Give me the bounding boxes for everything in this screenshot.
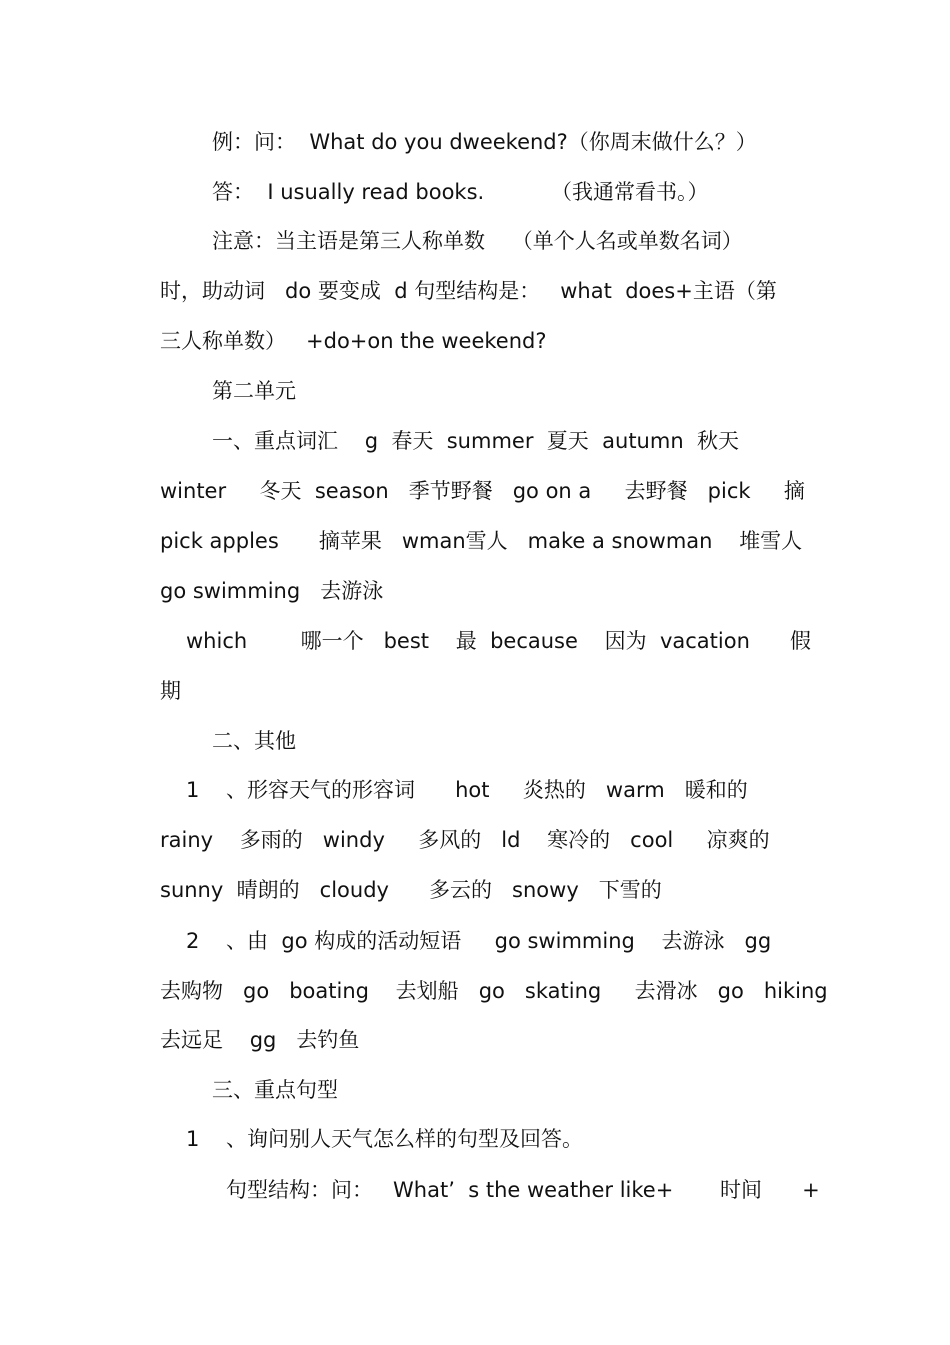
vocabulary-line-1: winter 冬天 season 季节野餐 go on a 去野餐 pick 摘 [160,479,805,503]
activity-phrases-line-3: 去远足 gg 去钓鱼 [160,1028,360,1052]
vocabulary-line-4: which 哪一个 best 最 because 因为 vacation 假 [186,629,811,653]
vocabulary-line-3: go swimming 去游泳 [160,579,384,603]
weather-question-line: 1 、询问别人天气怎么样的句型及回答。 [186,1127,584,1151]
activity-phrases-line-2: 去购物 go boating 去划船 go skating 去滑冰 go hiking [160,979,828,1003]
weather-adjectives-line-1: 1 、形容天气的形容词 hot 炎热的 warm 暖和的 [186,778,748,802]
sentence-structure-line: 句型结构：问： What’ s the weather like+ 时间 + [226,1178,820,1202]
vocabulary-line-5: 期 [160,679,181,703]
sentence-patterns-heading: 三、重点句型 [212,1078,338,1102]
weather-adjectives-line-3: sunny 晴朗的 cloudy 多云的 snowy 下雪的 [160,878,662,902]
others-heading: 二、其他 [212,729,296,753]
unit-heading: 第二单元 [212,379,296,403]
vocabulary-line-2: pick apples 摘苹果 wman雪人 make a snowman 堆雪人 [160,529,803,553]
note-line-1: 注意：当主语是第三人称单数 （单个人名或单数名词） [212,229,743,253]
example-question-line: 例：问： What do you dweekend?（你周末做什么？） [212,130,757,154]
example-answer-line: 答： I usually read books. （我通常看书。） [212,180,709,204]
weather-adjectives-line-2: rainy 多雨的 windy 多风的 ld 寒冷的 cool 凉爽的 [160,828,770,852]
note-line-3: 三人称单数） +do+on the weekend? [160,329,547,353]
activity-phrases-line-1: 2 、由 go 构成的活动短语 go swimming 去游泳 gg [186,929,772,953]
vocabulary-heading-line: 一、重点词汇 g 春天 summer 夏天 autumn 秋天 [212,429,739,453]
note-line-2: 时，助动词 do 要变成 d 句型结构是： what does+主语（第 [160,279,777,303]
